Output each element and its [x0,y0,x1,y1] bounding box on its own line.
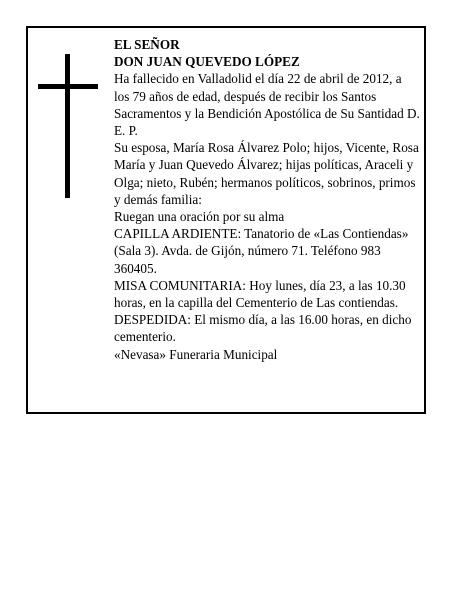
cross-vertical-bar [65,54,70,198]
notice-text [114,36,420,363]
farewell-info: DESPEDIDA: El mismo día, a las 16.00 horas, en dicho cementerio. [114,312,412,345]
cross-icon [38,54,98,198]
deceased-name: DON JUAN QUEVEDO LÓPEZ [114,54,300,70]
chapel-info: CAPILLA ARDIENTE: Tanatorio de «Las Contiendas» (Sala 3). Avda. de Gijón, número 71. Teléfono 983 360405. [114,226,409,276]
notice-heading-title: EL SEÑOR [114,37,180,52]
family-list: Su esposa, María Rosa Álvarez Polo; hijos, Vicente, Rosa María y Juan Quevedo Álvarez; hijas políticas, Araceli y Olga; nieto, Rubén; hermanos políticos, sobrinos, primos y demás familia: [114,140,419,207]
funeral-home: «Nevasa» Funeraria Municipal [114,346,278,362]
prayer-request: Ruegan una oración por su alma [114,209,285,225]
death-announcement: Ha fallecido en Valladolid el día 22 de abril de 2012, a los 79 años de edad, después de recibir los Santos Sacramentos y la Bendición Apostólica de Su Santidad D. E. P. [114,71,420,139]
cross-horizontal-bar [38,84,98,89]
mass-info: MISA COMUNITARIA: Hoy lunes, día 23, a las 10.30 horas, en la capilla del Cementerio de Las contiendas. [114,277,406,311]
